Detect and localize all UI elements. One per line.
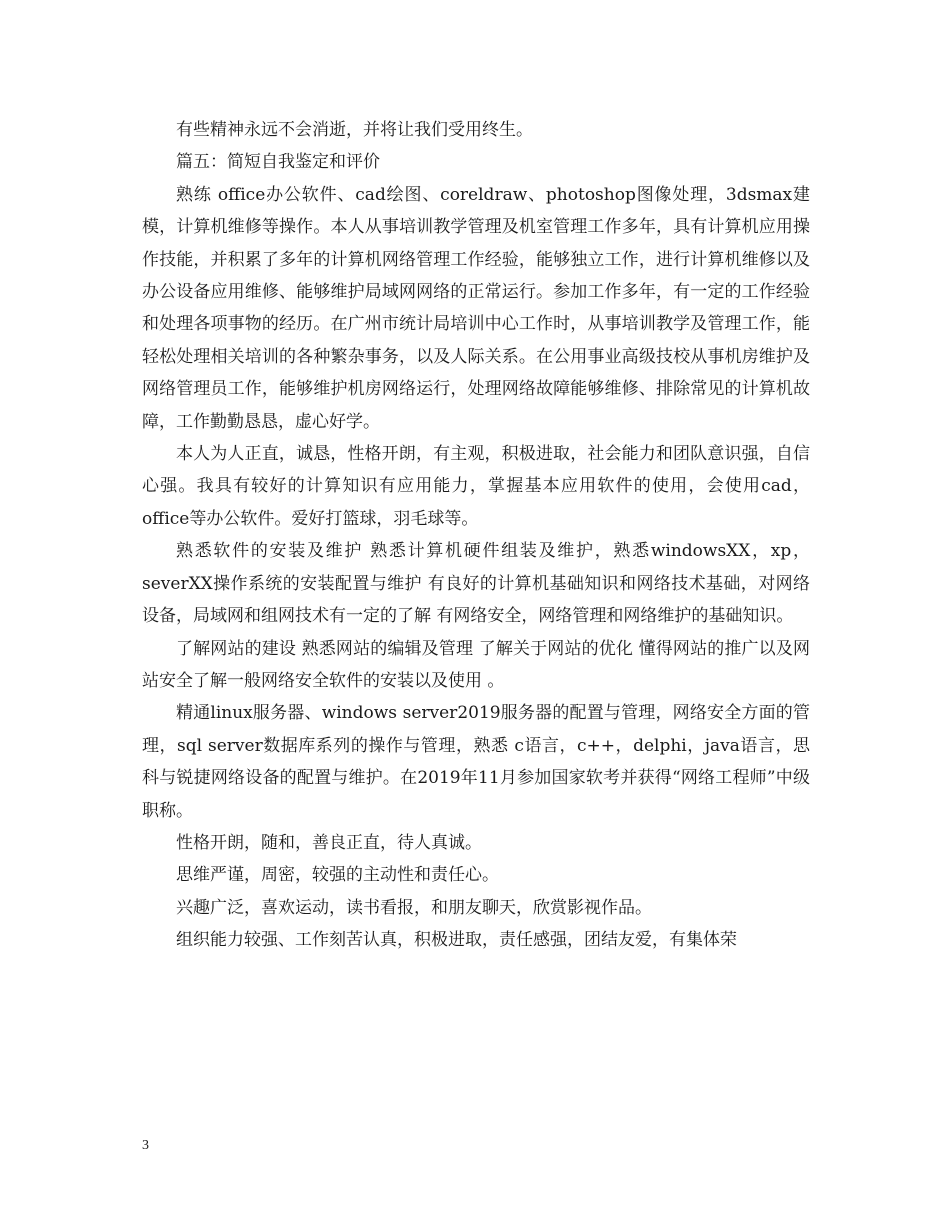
paragraph: 熟练 office办公软件、cad绘图、coreldraw、photoshop图像处理，3dsmax建模，计算机维修等操作。本人从事培训教学管理及机室管理工作多年，具有计算机应用操作技能，并积累了多年的计算机网络管理工作经验，能够独立工作，进行计算机维修以及办公设备应用维修、能够维护局域网网络的正常运行。参加工作多年，有一定的工作经验和处理各项事物的经历。在广州市统计局培训中心工作时，从事培训教学及管理工作，能轻松处理相关培训的各种繁杂事务，以及人际关系。在公用事业高级技校从事机房维护及网络管理员工作，能够维护机房网络运行，处理网络故障能够维修、排除常见的计算机故障，工作勤勤恳恳，虚心好学。 <box>142 184 810 432</box>
paragraph: 组织能力较强、工作刻苦认真，积极进取，责任感强，团结友爱，有集体荣 <box>176 930 737 951</box>
section-heading: 篇五：简短自我鉴定和评价 <box>176 152 380 173</box>
paragraph: 兴趣广泛，喜欢运动，读书看报，和朋友聊天，欣赏影视作品。 <box>176 897 652 918</box>
paragraph: 性格开朗，随和，善良正直，待人真诚。 <box>176 832 482 853</box>
paragraph: 本人为人正直，诚恳，性格开朗，有主观，积极进取，社会能力和团队意识强，自信心强。我具有较好的计算知识有应用能力，掌握基本应用软件的使用，会使用cad，office等办公软件。爱好打篮球，羽毛球等。 <box>142 444 810 529</box>
paragraph: 熟悉软件的安装及维护 熟悉计算机硬件组装及维护，熟悉windowsXX，xp，severXX操作系统的安装配置与维护 有良好的计算机基础知识和网络技术基础，对网络设备，局域网和组网技术有一定的了解 有网络安全，网络管理和网络维护的基础知识。 <box>142 541 810 627</box>
page-number: 3 <box>142 1138 149 1153</box>
paragraph: 思维严谨，周密，较强的主动性和责任心。 <box>176 865 499 886</box>
paragraph: 有些精神永远不会消逝，并将让我们受用终生。 <box>176 120 533 140</box>
paragraph: 了解网站的建设 熟悉网站的编辑及管理 了解关于网站的优化 懂得网站的推广以及网站安全了解一般网络安全软件的安装以及使用 。 <box>142 638 810 691</box>
document-body <box>142 114 810 957</box>
paragraph: 精通linux服务器、windows server2019服务器的配置与管理，网络安全方面的管理，sql server数据库系列的操作与管理，熟悉 c语言，c++，delphi，java语言，思科与锐捷网络设备的配置与维护。在2019年11月参加国家软考并获得“网络工程师”中级职称。 <box>142 703 810 821</box>
